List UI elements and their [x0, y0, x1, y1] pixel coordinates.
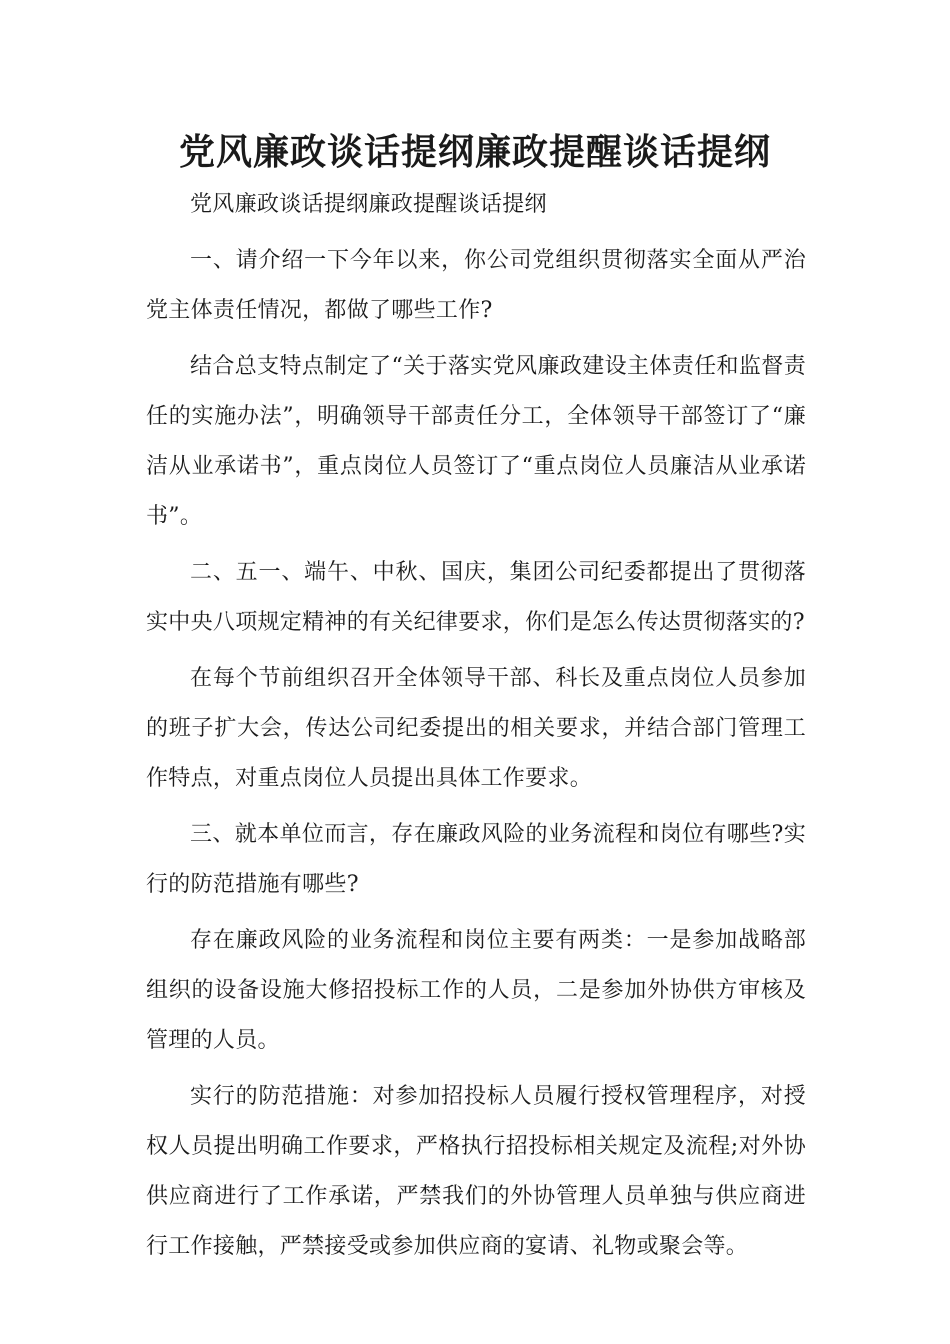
answer-1-paragraph: 结合总支特点制定了“关于落实党风廉政建设主体责任和监督责任的实施办法”，明确领导干部责任分工，全体领导干部签订了“廉洁从业承诺书”，重点岗位人员签订了“重点岗位人员廉洁从业承诺书”。	[146, 354, 806, 529]
document-title: 党风廉政谈话提纲廉政提醒谈话提纲	[178, 132, 771, 173]
question-2-paragraph: 二、五一、端午、中秋、国庆，集团公司纪委都提出了贯彻落实中央八项规定精神的有关纪律要求，你们是怎么传达贯彻落实的?	[146, 560, 806, 635]
answer-2-paragraph: 在每个节前组织召开全体领导干部、科长及重点岗位人员参加的班子扩大会，传达公司纪委提出的相关要求，并结合部门管理工作特点，对重点岗位人员提出具体工作要求。	[146, 666, 806, 791]
question-3-paragraph: 三、就本单位而言，存在廉政风险的业务流程和岗位有哪些?实行的防范措施有哪些?	[146, 822, 806, 897]
answer-3-paragraph: 存在廉政风险的业务流程和岗位主要有两类：一是参加战略部组织的设备设施大修招投标工作的人员，二是参加外协供方审核及管理的人员。	[146, 928, 806, 1053]
document-body	[146, 180, 806, 1278]
subtitle-paragraph: 党风廉政谈话提纲廉政提醒谈话提纲	[190, 192, 547, 217]
measures-paragraph: 实行的防范措施：对参加招投标人员履行授权管理程序，对授权人员提出明确工作要求，严格执行招投标相关规定及流程;对外协供应商进行了工作承诺，严禁我们的外协管理人员单独与供应商进行工作接触，严禁接受或参加供应商的宴请、礼物或聚会等。	[146, 1084, 806, 1259]
question-1-paragraph: 一、请介绍一下今年以来，你公司党组织贯彻落实全面从严治党主体责任情况，都做了哪些工作?	[146, 248, 806, 323]
